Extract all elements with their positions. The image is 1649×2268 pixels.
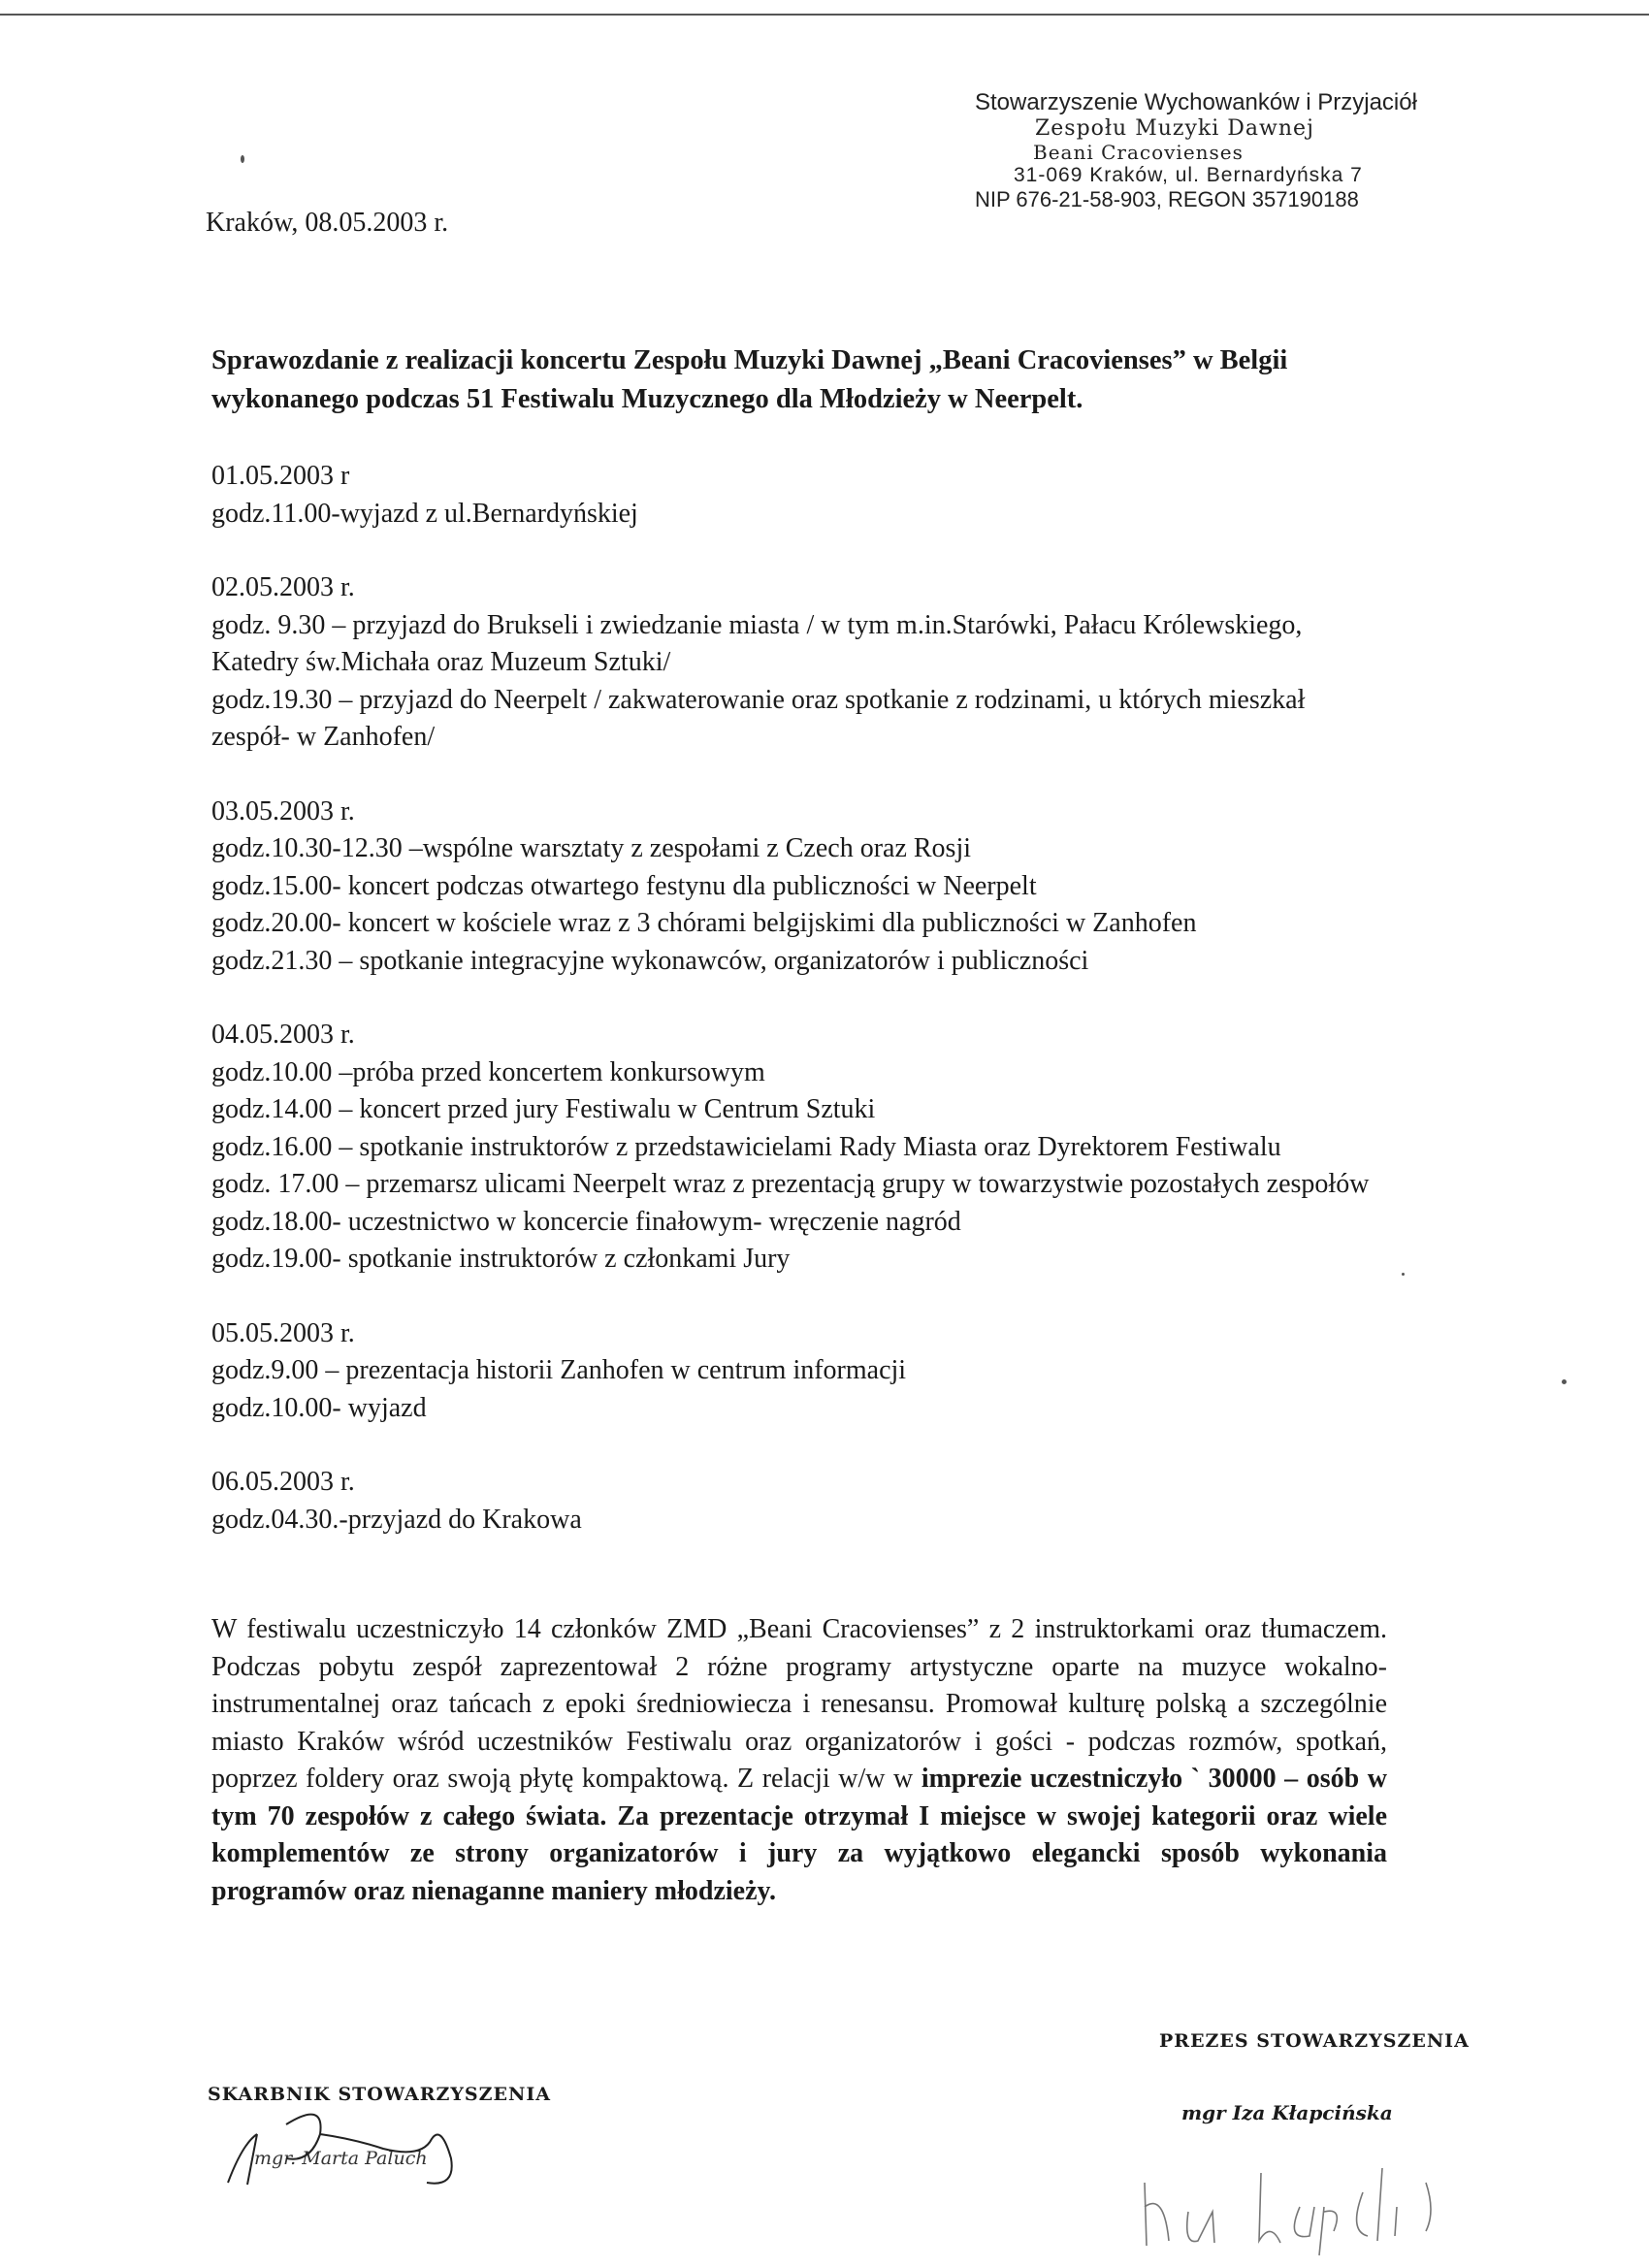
summary-paragraph	[211, 1611, 1387, 1910]
schedule-entry: godz.19.00- spotkanie instruktorów z członkami Jury	[211, 1244, 791, 1274]
schedule-entry: godz.04.30.-przyjazd do Krakowa	[211, 1504, 582, 1535]
schedule-day	[211, 458, 1387, 533]
schedule-entry: godz.11.00-wyjazd z ul.Bernardyńskiej	[211, 498, 638, 529]
document-body	[211, 341, 1387, 1910]
president-name: mgr Iza Kłapcińska	[1181, 2101, 1393, 2124]
schedule-entry: godz.16.00 – spotkanie instruktorów z przedstawicielami Rady Miasta oraz Dyrektorem Festiwalu	[211, 1131, 1281, 1162]
schedule-entry: godz.10.00 –próba przed koncertem konkursowym	[211, 1056, 765, 1087]
schedule-day-date: 05.05.2003 r.	[211, 1317, 355, 1348]
schedule-entry: godz.10.00- wyjazd	[211, 1392, 427, 1423]
schedule-entry: godz. 17.00 – przemarsz ulicami Neerpelt wraz z prezentacją grupy w towarzystwie pozostałych zespołów	[211, 1169, 1370, 1199]
stamp-line-association: Stowarzyszenie Wychowanków i Przyjaciół	[975, 89, 1417, 115]
schedule-day-date: 06.05.2003 r.	[211, 1467, 355, 1497]
schedule-entry: godz.10.30-12.30 –wspólne warsztaty z zespołami z Czech oraz Rosji	[211, 833, 972, 863]
schedule-day	[211, 1315, 1387, 1428]
scan-speck	[241, 155, 244, 163]
schedule-day-date: 03.05.2003 r.	[211, 795, 355, 826]
report-title: Sprawozdanie z realizacji koncertu Zespołu Muzyki Dawnej „Beani Cracovienses” w Belgii wykonanego podczas 51 Festiwalu Muzycznego dla Młodzieży w Neerpelt.	[211, 345, 1288, 414]
stamp-line-ensemble-name: Beani Cracovienses	[1033, 141, 1244, 164]
scan-speck	[1402, 1273, 1405, 1276]
schedule-entry: godz.15.00- koncert podczas otwartego festynu dla publiczności w Neerpelt	[211, 870, 1037, 901]
schedule-day	[211, 1464, 1387, 1539]
schedule-day	[211, 794, 1387, 981]
president-signature	[1135, 2154, 1455, 2260]
schedule-entry: godz.9.00 – prezentacja historii Zanhofen w centrum informacji	[211, 1355, 907, 1385]
schedule-entry: godz.18.00- uczestnictwo w koncercie finałowym- wręczenie nagród	[211, 1206, 961, 1237]
scan-speck	[1562, 1379, 1567, 1384]
treasurer-name: mgr. Marta Paluch	[254, 2148, 428, 2169]
schedule-entry: godz.14.00 – koncert przed jury Festiwalu w Centrum Sztuki	[211, 1094, 876, 1124]
schedule-day	[211, 1017, 1387, 1279]
schedule-day-date: 01.05.2003 r	[211, 461, 350, 491]
treasurer-signature	[218, 2105, 470, 2192]
schedule-entry: godz.19.30 – przyjazd do Neerpelt / zakwaterowanie oraz spotkanie z rodzinami, u których mieszkał zespół- w Zanhofen/	[211, 684, 1306, 752]
scan-top-border	[0, 14, 1649, 16]
stamp-line-address: 31-069 Kraków, ul. Bernardyńska 7	[1014, 164, 1363, 186]
schedule-entry: godz.20.00- koncert w kościele wraz z 3 chórami belgijskimi dla publiczności w Zanhofen	[211, 908, 1197, 938]
treasurer-title: SKARBNIK STOWARZYSZENIA	[208, 2084, 552, 2105]
stamp-line-tax-ids: NIP 676-21-58-903, REGON 357190188	[975, 187, 1359, 211]
schedule-day	[211, 569, 1387, 757]
summary-bold-text: imprezie uczestniczyło ` 30000 – osób w tym 70 zespołów z całego świata. Za prezentacje otrzymał I miejsce w swojej kategorii oraz wiele komplementów ze strony organizatorów i jury za wyjątkowo elegancki sposób wykonania programów oraz nienaganne maniery młodzieży.	[211, 1764, 1387, 1906]
president-title: PREZES STOWARZYSZENIA	[1159, 2030, 1470, 2052]
place-and-date: Kraków, 08.05.2003 r.	[206, 208, 449, 238]
schedule-entry: godz. 9.30 – przyjazd do Brukseli i zwiedzanie miasta / w tym m.in.Starówki, Pałacu Królewskiego, Katedry św.Michała oraz Muzeum Sztuki/	[211, 609, 1303, 677]
summary-regular-text: W festiwalu uczestniczyło 14 członków ZMD „Beani Cracovienses” z 2 instruktorkami oraz tłumaczem. Podczas pobytu zespół zaprezentował 2 różne programy artystyczne oparte na muzyce wokalno-instrumentalnej oraz tańcach z epoki średniowiecza i renesansu. Promował kulturę polską a szczególnie miasto Kraków wśród uczestników Festiwalu oraz organizatorów i gości - podczas rozmów, spotkań, poprzez foldery oraz swoją płytę kompaktową. Z relacji w/w w	[211, 1614, 1387, 1794]
schedule-entry: godz.21.30 – spotkanie integracyjne wykonawców, organizatorów i publiczności	[211, 945, 1089, 976]
stamp-line-ensemble: Zespołu Muzyki Dawnej	[1035, 116, 1314, 141]
schedule-day-date: 02.05.2003 r.	[211, 572, 355, 602]
schedule	[211, 458, 1387, 1539]
association-stamp	[975, 89, 1431, 212]
schedule-day-date: 04.05.2003 r.	[211, 1020, 355, 1050]
